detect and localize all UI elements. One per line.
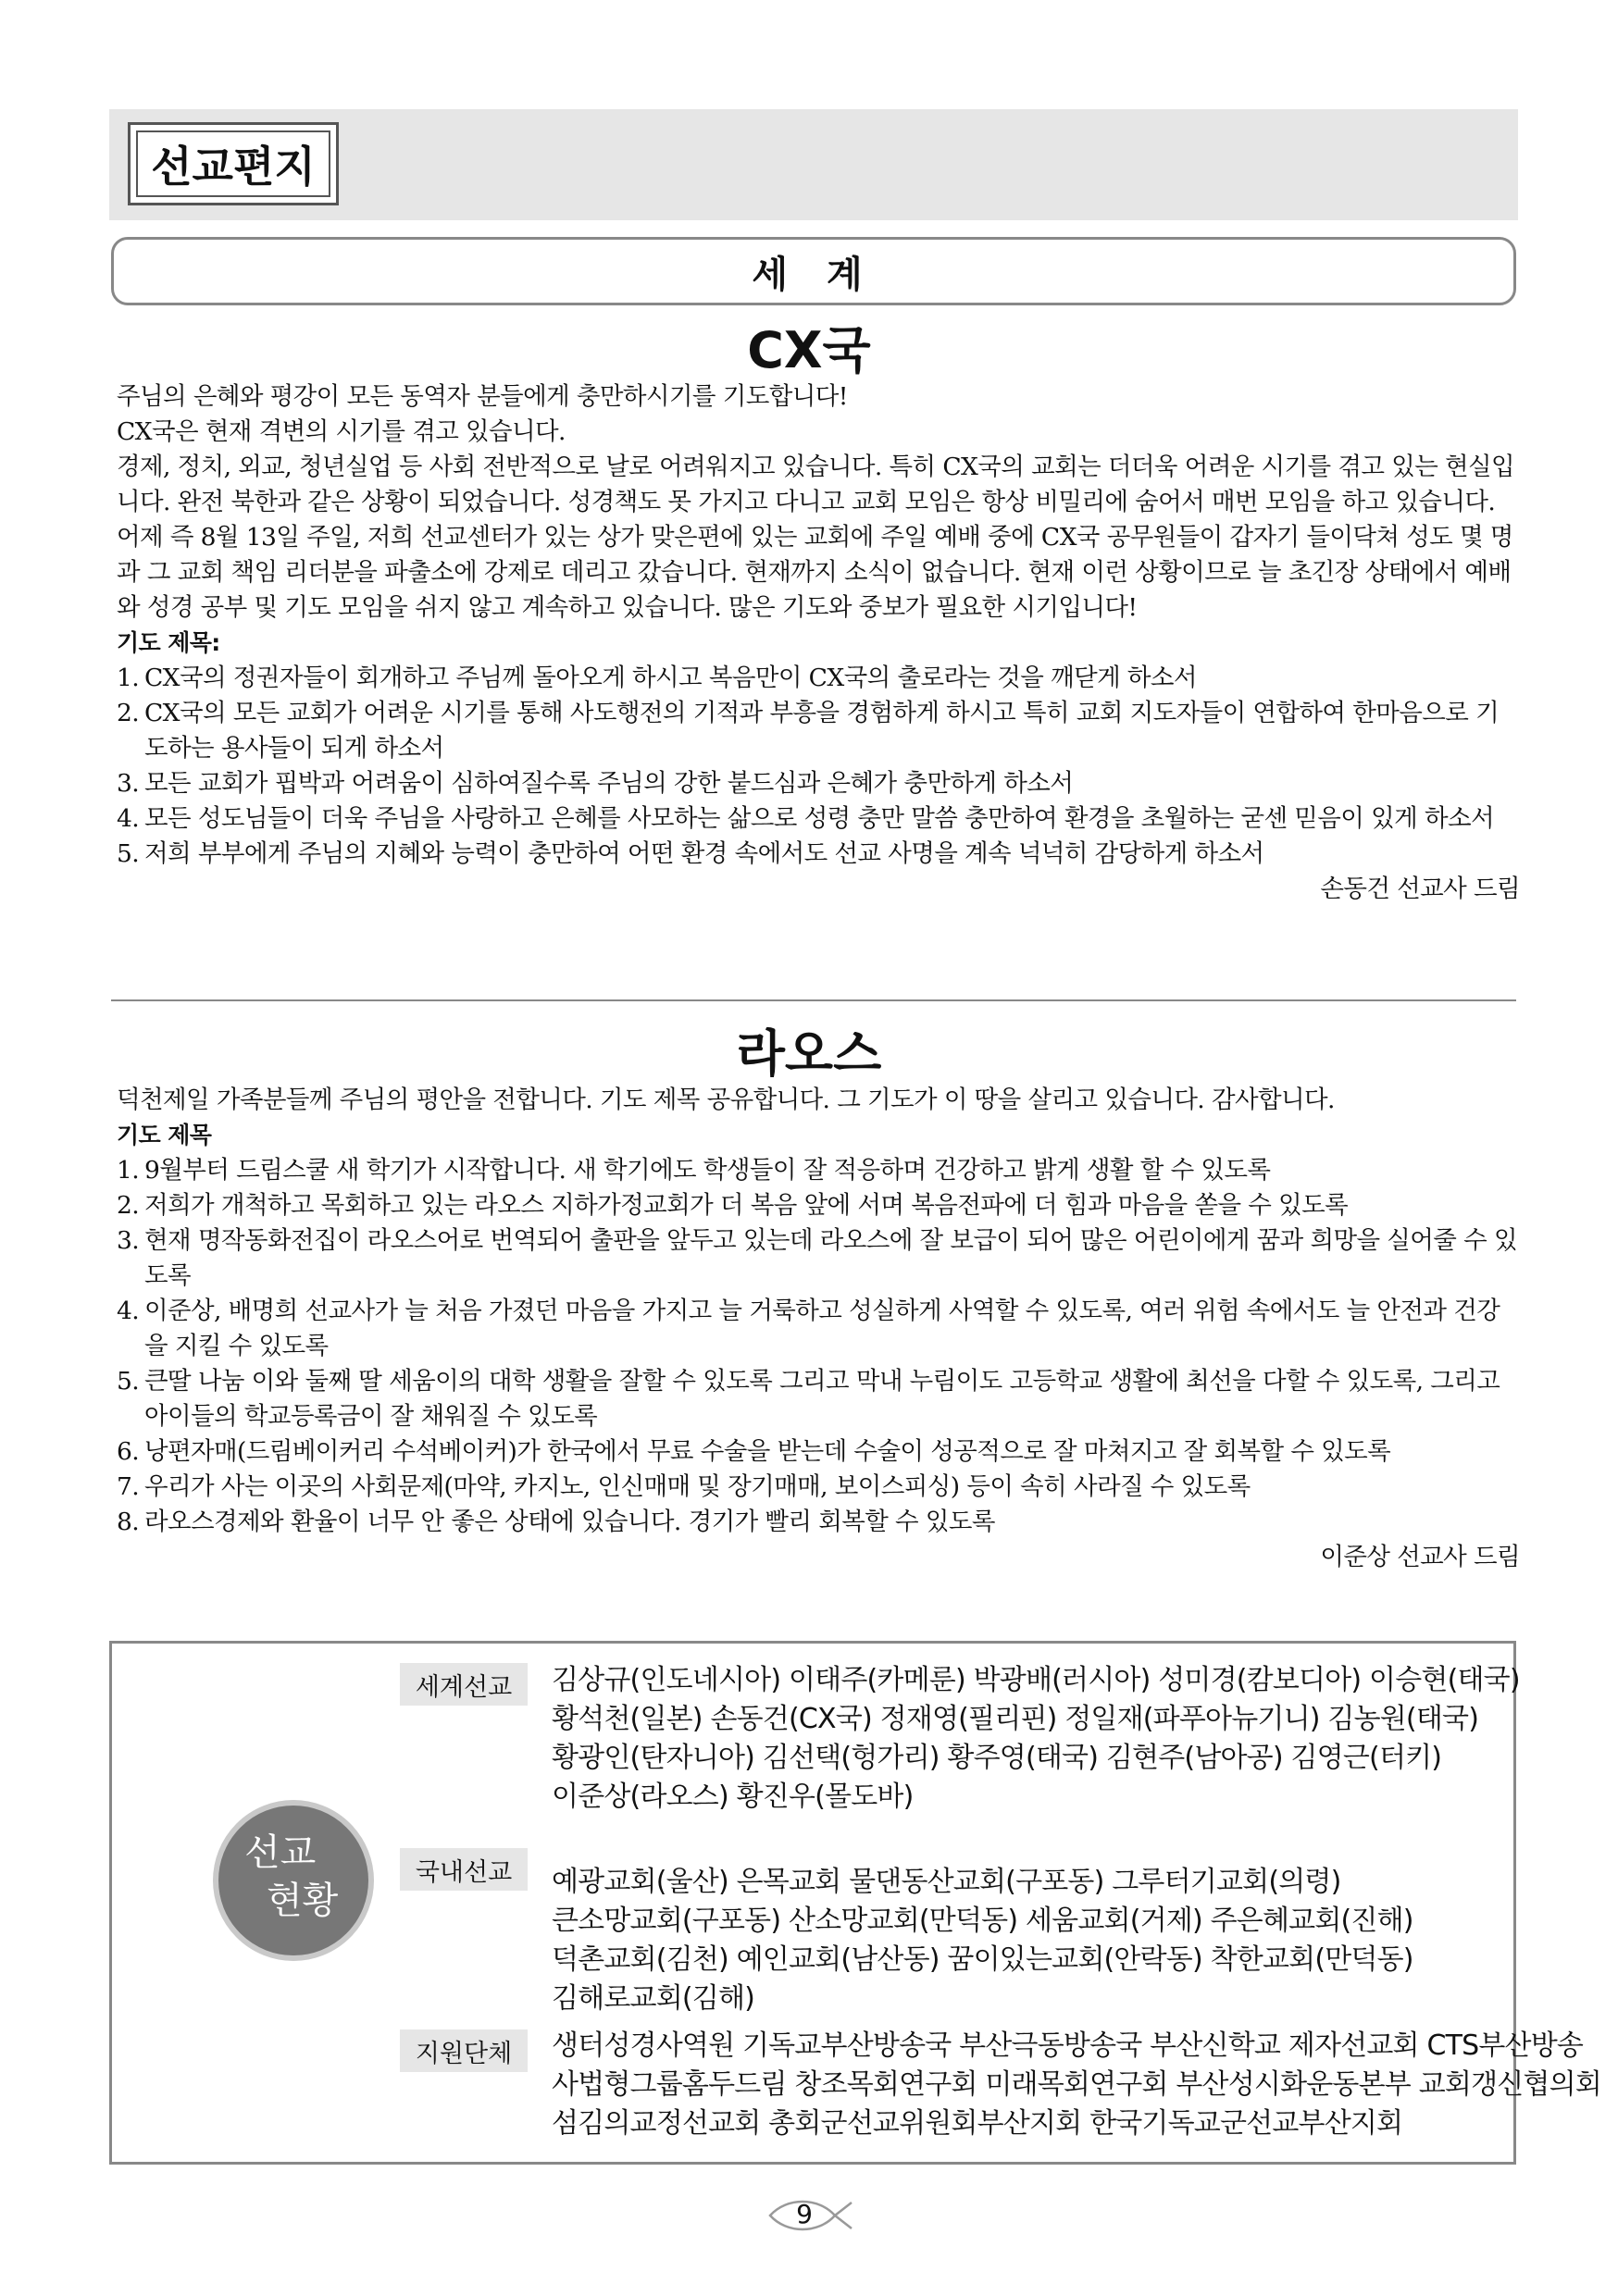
laos-prayer-item: [117, 1294, 1520, 1364]
prayer-text: 낭편자매(드림베이커리 수석베이커)가 한국에서 무료 수술을 받는데 수술이 성공적으로 잘 마쳐지고 잘 회복할 수 있도록: [144, 1437, 1391, 1466]
category-list-support: [552, 2027, 1601, 2143]
prayer-number: 5.: [117, 1367, 140, 1396]
category-tag-domestic: 국내선교: [400, 1848, 528, 1891]
list-line: 김해로교회(김해): [552, 1982, 755, 2015]
prayer-text: 라오스경제와 환율이 너무 안 좋은 상태에 있습니다. 경기가 빨리 회복할 수 있도록: [144, 1508, 995, 1536]
prayer-number: 6.: [117, 1437, 140, 1466]
region-bar: 세 계: [111, 237, 1516, 305]
badge-line-2: 현황: [267, 1880, 339, 1922]
cx-prayer-item: [117, 837, 1520, 872]
prayer-number: 2.: [117, 699, 140, 727]
mission-status-badge: [213, 1800, 374, 1961]
list-line: 김상규(인도네시아) 이태주(카메룬) 박광배(러시아) 성미경(캄보디아) 이승현(태국): [552, 1664, 1520, 1696]
list-line: 섬김의교정선교회 총회군선교위원회부산지회 한국기독교군선교부산지회: [552, 2107, 1403, 2140]
prayer-number: 7.: [117, 1472, 140, 1501]
cx-paragraph: CX국은 현재 격변의 시기를 겪고 있습니다.: [117, 417, 566, 446]
laos-prayer-item: [117, 1505, 1520, 1540]
section-divider: [111, 999, 1516, 1001]
prayer-number: 8.: [117, 1508, 140, 1536]
list-line: 큰소망교회(구포동) 산소망교회(만덕동) 세움교회(거제) 주은혜교회(진해): [552, 1905, 1413, 1937]
prayer-text: 이준상, 배명희 선교사가 늘 처음 가졌던 마음을 가지고 늘 거룩하고 성실하게 사역할 수 있도록, 여러 위험 속에서도 늘 안전과 건강을 지킬 수 있도록: [144, 1297, 1500, 1360]
list-line: 이준상(라오스) 황진우(몰도바): [552, 1781, 914, 1813]
prayer-text: 우리가 사는 이곳의 사회문제(마약, 카지노, 인신매매 및 장기매매, 보이스피싱) 등이 속히 사라질 수 있도록: [144, 1472, 1251, 1501]
cx-prayer-item: [117, 696, 1520, 766]
page-number-badge: [763, 2195, 855, 2236]
cx-prayer-item: [117, 766, 1520, 801]
prayer-number: 4.: [117, 804, 140, 833]
laos-prayer-item: [117, 1470, 1520, 1505]
prayer-number: 1.: [117, 664, 140, 692]
prayer-number: 2.: [117, 1191, 140, 1220]
category-list-world: [552, 1661, 1520, 1817]
prayer-number: 4.: [117, 1297, 140, 1325]
badge-line-1: 선교: [244, 1831, 317, 1874]
laos-prayer-item: [117, 1434, 1520, 1470]
prayer-number: 3.: [117, 769, 140, 798]
prayer-text: CX국의 모든 교회가 어려운 시기를 통해 사도행전의 기적과 부흥을 경험하게 하시고 특히 교회 지도자들이 연합하여 한마음으로 기도하는 용사들이 되게 하소서: [144, 699, 1500, 763]
prayer-text: 저희가 개척하고 목회하고 있는 라오스 지하가정교회가 더 복음 앞에 서며 복음전파에 더 힘과 마음을 쏟을 수 있도록: [144, 1191, 1349, 1220]
prayer-text: 모든 교회가 핍박과 어려움이 심하여질수록 주님의 강한 붙드심과 은혜가 충만하게 하소서: [144, 769, 1074, 798]
laos-prayer-item: [117, 1223, 1520, 1294]
prayer-text: 모든 성도님들이 더욱 주님을 사랑하고 은혜를 사모하는 삶으로 성령 충만 말씀 충만하여 환경을 초월하는 굳센 믿음이 있게 하소서: [144, 804, 1494, 833]
list-line: 황석천(일본) 손동건(CX국) 정재영(필리핀) 정일재(파푸아뉴기니) 김농원(태국): [552, 1703, 1479, 1735]
laos-prayer-label: 기도 제목: [117, 1122, 212, 1148]
cx-letter: [117, 379, 1520, 907]
category-tag-world: 세계선교: [400, 1663, 528, 1706]
prayer-text: 현재 명작동화전집이 라오스어로 번역되어 출판을 앞두고 있는데 라오스에 잘 보급이 되어 많은 어린이에게 꿈과 희망을 실어줄 수 있도록: [144, 1226, 1517, 1290]
laos-prayer-item: [117, 1153, 1520, 1188]
prayer-number: 1.: [117, 1156, 140, 1185]
category-list-domestic: [552, 1863, 1511, 2018]
prayer-text: 저희 부부에게 주님의 지혜와 능력이 충만하여 어떤 환경 속에서도 선교 사명을 계속 넉넉히 감당하게 하소서: [144, 839, 1264, 868]
prayer-number: 3.: [117, 1226, 140, 1255]
laos-paragraph: 덕천제일 가족분들께 주님의 평안을 전합니다. 기도 제목 공유합니다. 그 기도가 이 땅을 살리고 있습니다. 감사합니다.: [117, 1086, 1335, 1114]
cx-title: CX국: [747, 321, 871, 379]
cx-signature: 손동건 선교사 드림: [1320, 875, 1520, 903]
list-line: 사법형그룹홈두드림 창조목회연구회 미래목회연구회 부산성시화운동본부 교회갱신협의회: [552, 2068, 1601, 2101]
laos-prayer-item: [117, 1364, 1520, 1434]
laos-letter: [117, 1083, 1520, 1575]
section-tag: [128, 122, 339, 205]
category-tag-support: 지원단체: [400, 2029, 528, 2072]
page-number: 9: [796, 2199, 813, 2229]
laos-title: 라오스: [736, 1024, 882, 1083]
laos-prayer-item: [117, 1188, 1520, 1223]
prayer-text: 큰딸 나눔 이와 둘째 딸 세움이의 대학 생활을 잘할 수 있도록 그리고 막내 누림이도 고등학교 생활에 최선을 다할 수 있도록, 그리고 아이들의 학교등록금이 잘 채워질 수 있도록: [144, 1367, 1500, 1431]
cx-prayer-item: [117, 801, 1520, 837]
cx-paragraph: 경제, 정치, 외교, 청년실업 등 사회 전반적으로 날로 어려워지고 있습니다. 특히 CX국의 교회는 더더욱 어려운 시기를 겪고 있는 현실입니다. 완전 북한과 같은 상황이 되었습니다. 성경책도 못 가지고 다니고 교회 모임은 항상 비밀리에 숨어서 매번 모임을 하고 있습니다. 어제 즉 8월 13일 주일, 저희 선교센터가 있는 상가 맞은편에 있는 교회에 주일 예배 중에 CX국 공무원들이 갑자기 들이닥쳐 성도 몇 명과 그 교회 책임 리더분을 파출소에 강제로 데리고 갔습니다. 현재까지 소식이 없습니다. 현재 이런 상황이므로 늘 초긴장 상태에서 예배와 성경 공부 및 기도 모임을 쉬지 않고 계속하고 있습니다. 많은 기도와 중보가 필요한 시기입니다!: [117, 453, 1515, 622]
list-line: 생터성경사역원 기독교부산방송국 부산극동방송국 부산신학교 제자선교회 CTS부산방송: [552, 2029, 1584, 2062]
cx-paragraph: 주님의 은혜와 평강이 모든 동역자 분들에게 충만하시기를 기도합니다!: [117, 382, 848, 411]
list-line: 덕촌교회(김천) 예인교회(남산동) 꿈이있는교회(안락동) 착한교회(만덕동): [552, 1943, 1413, 1976]
cx-prayer-label: 기도 제목:: [117, 629, 220, 656]
prayer-text: 9월부터 드림스쿨 새 학기가 시작합니다. 새 학기에도 학생들이 잘 적응하며 건강하고 밝게 생활 할 수 있도록: [144, 1156, 1271, 1185]
prayer-number: 5.: [117, 839, 140, 868]
laos-signature: 이준상 선교사 드림: [1320, 1543, 1520, 1571]
prayer-text: CX국의 정권자들이 회개하고 주님께 돌아오게 하시고 복음만이 CX국의 출로라는 것을 깨닫게 하소서: [144, 664, 1197, 692]
section-tag-label: 선교편지: [136, 130, 330, 197]
list-line: 예광교회(울산) 은목교회 물댄동산교회(구포동) 그루터기교회(의령): [552, 1866, 1341, 1898]
cx-prayer-item: [117, 661, 1520, 696]
list-line: 황광인(탄자니아) 김선택(헝가리) 황주영(태국) 김현주(남아공) 김영근(터키): [552, 1742, 1442, 1774]
